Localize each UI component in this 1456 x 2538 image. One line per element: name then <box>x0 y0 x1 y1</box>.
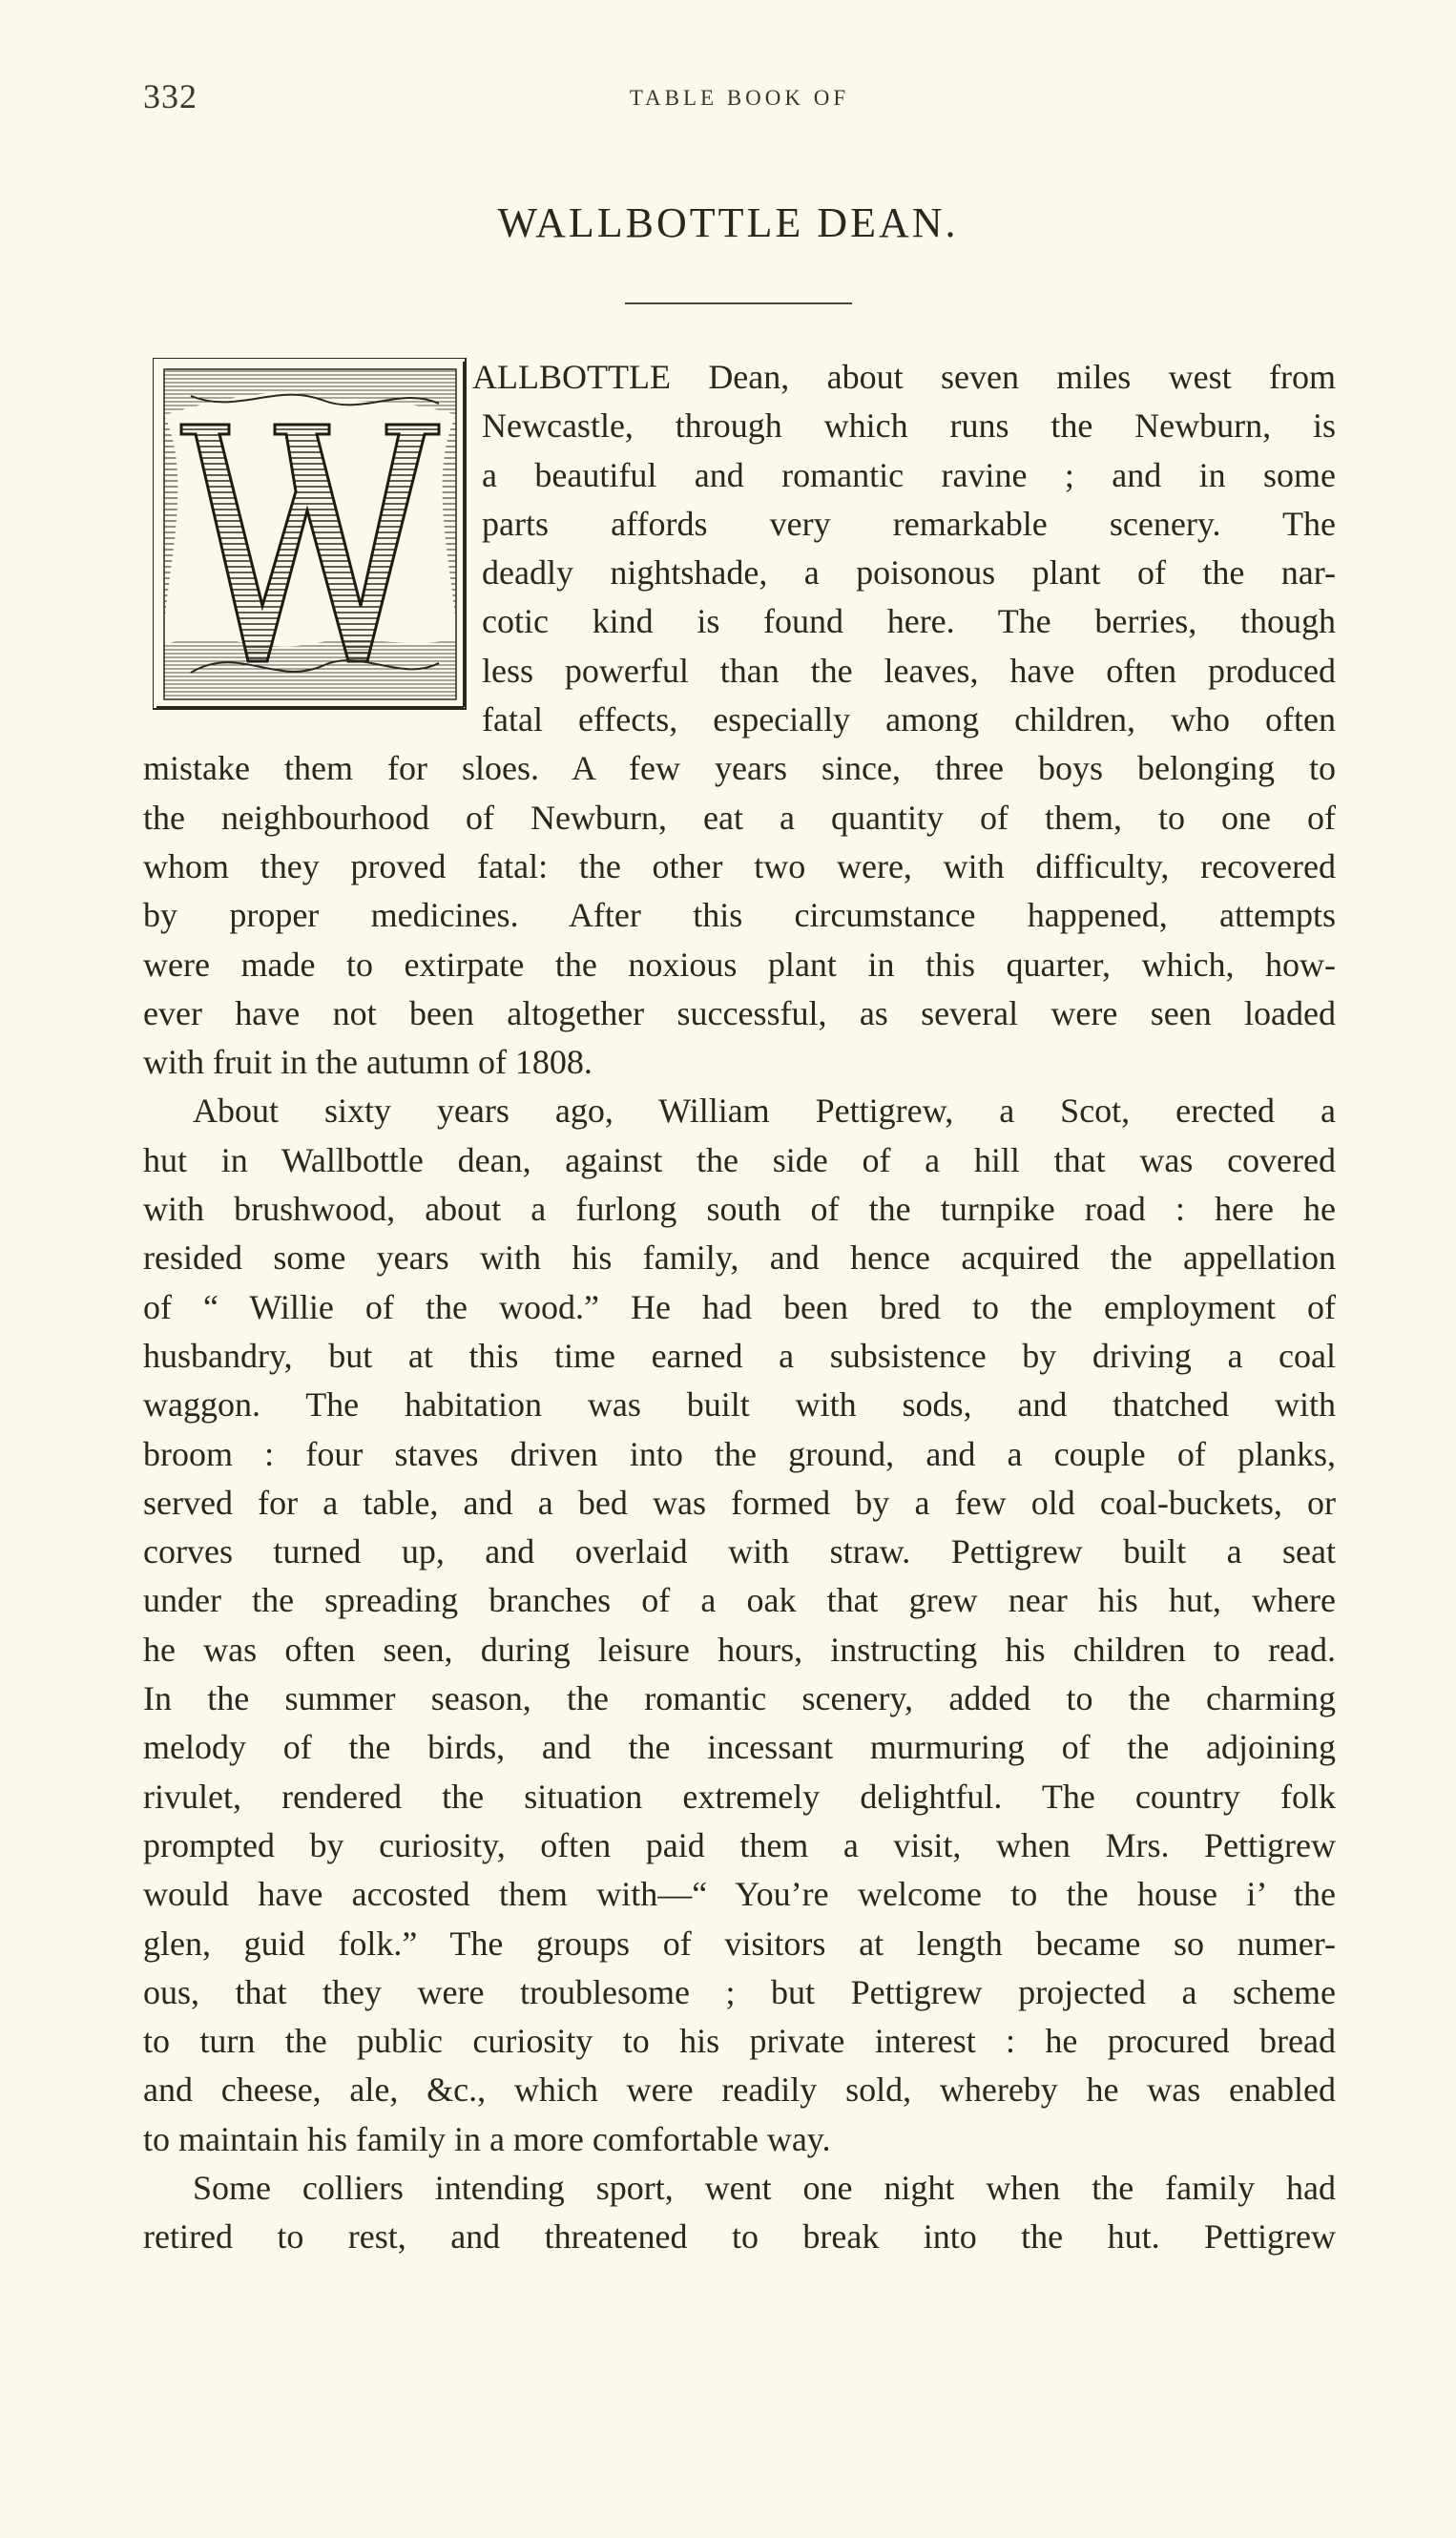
text-line: ever have not been altogether successful, as several were seen loaded <box>143 993 1336 1032</box>
text-line: the neighbourhood of Newburn, eat a quantity of them, to one of <box>143 798 1336 837</box>
text-line: About sixty years ago, William Pettigrew, a Scot, erected a <box>193 1092 1336 1131</box>
title-rule <box>625 302 852 304</box>
text-line: rivulet, rendered the situation extremely delightful. The country folk <box>143 1777 1336 1816</box>
text-line: retired to rest, and threatened to break into the hut. Pettigrew <box>143 2217 1336 2257</box>
text-line: to turn the public curiosity to his private interest : he procured bread <box>143 2022 1336 2061</box>
text-line: resided some years with his family, and hence acquired the appellation <box>143 1238 1336 1278</box>
text-line: he was often seen, during leisure hours, instructing his children to read. <box>143 1630 1336 1669</box>
text-line: parts affords very remarkable scenery. The <box>482 504 1336 543</box>
text-line: under the spreading branches of a oak that grew near his hut, where <box>143 1581 1336 1620</box>
text-line: melody of the birds, and the incessant murmuring of the adjoining <box>143 1728 1336 1767</box>
text-line: to maintain his family in a more comfortable way. <box>143 2119 831 2158</box>
text-line: Some colliers intending sport, went one night when the family had <box>193 2168 1336 2207</box>
text-line: of “ Willie of the wood.” He had been bred to the employment of <box>143 1287 1336 1326</box>
text-line: deadly nightshade, a poisonous plant of the nar- <box>482 553 1336 593</box>
text-line: and cheese, ale, &c., which were readily sold, whereby he was enabled <box>143 2070 1336 2110</box>
text-line: would have accosted them with—“ You’re welcome to the house i’ the <box>143 1875 1336 1914</box>
text-line: were made to extirpate the noxious plant in this quarter, which, how- <box>143 945 1336 984</box>
text-line: with brushwood, about a furlong south of the turnpike road : here he <box>143 1190 1336 1229</box>
text-line: less powerful than the leaves, have often produced <box>482 651 1336 690</box>
text-line: with fruit in the autumn of 1808. <box>143 1043 593 1082</box>
running-title: TABLE BOOK OF <box>629 86 850 110</box>
text-line: cotic kind is found here. The berries, though <box>482 602 1336 641</box>
text-line: broom : four staves driven into the ground, and a couple of planks, <box>143 1434 1336 1473</box>
article-body <box>143 353 1336 2262</box>
article-title: WALLBOTTLE DEAN. <box>497 199 959 246</box>
text-line: Newcastle, through which runs the Newburn, is <box>482 406 1336 446</box>
text-line: hut in Wallbottle dean, against the side of a hill that was covered <box>143 1140 1336 1179</box>
text-line: In the summer season, the romantic scenery, added to the charming <box>143 1679 1336 1718</box>
text-line: mistake them for sloes. A few years since, three boys belonging to <box>143 749 1336 788</box>
text-line: waggon. The habitation was built with sods, and thatched with <box>143 1385 1336 1425</box>
text-line: by proper medicines. After this circumstance happened, attempts <box>143 896 1336 935</box>
running-head <box>143 76 1336 124</box>
text-line: fatal effects, especially among children, who often <box>482 700 1336 739</box>
text-line: ALLBOTTLE Dean, about seven miles west from <box>472 358 1336 396</box>
text-line: husbandry, but at this time earned a subsistence by driving a coal <box>143 1336 1336 1375</box>
text-line: whom they proved fatal: the other two were, with difficulty, recovered <box>143 846 1336 885</box>
page-number: 332 <box>143 77 198 115</box>
text-line: served for a table, and a bed was formed by a few old coal-buckets, or <box>143 1483 1336 1522</box>
text-line: prompted by curiosity, often paid them a visit, when Mrs. Pettigrew <box>143 1825 1336 1864</box>
text-line: ous, that they were troublesome ; but Pettigrew projected a scheme <box>143 1972 1336 2011</box>
text-line: corves turned up, and overlaid with straw. Pettigrew built a seat <box>143 1532 1336 1571</box>
text-line: glen, guid folk.” The groups of visitors at length became so numer- <box>143 1924 1336 1963</box>
text-line: a beautiful and romantic ravine ; and in some <box>482 455 1336 494</box>
